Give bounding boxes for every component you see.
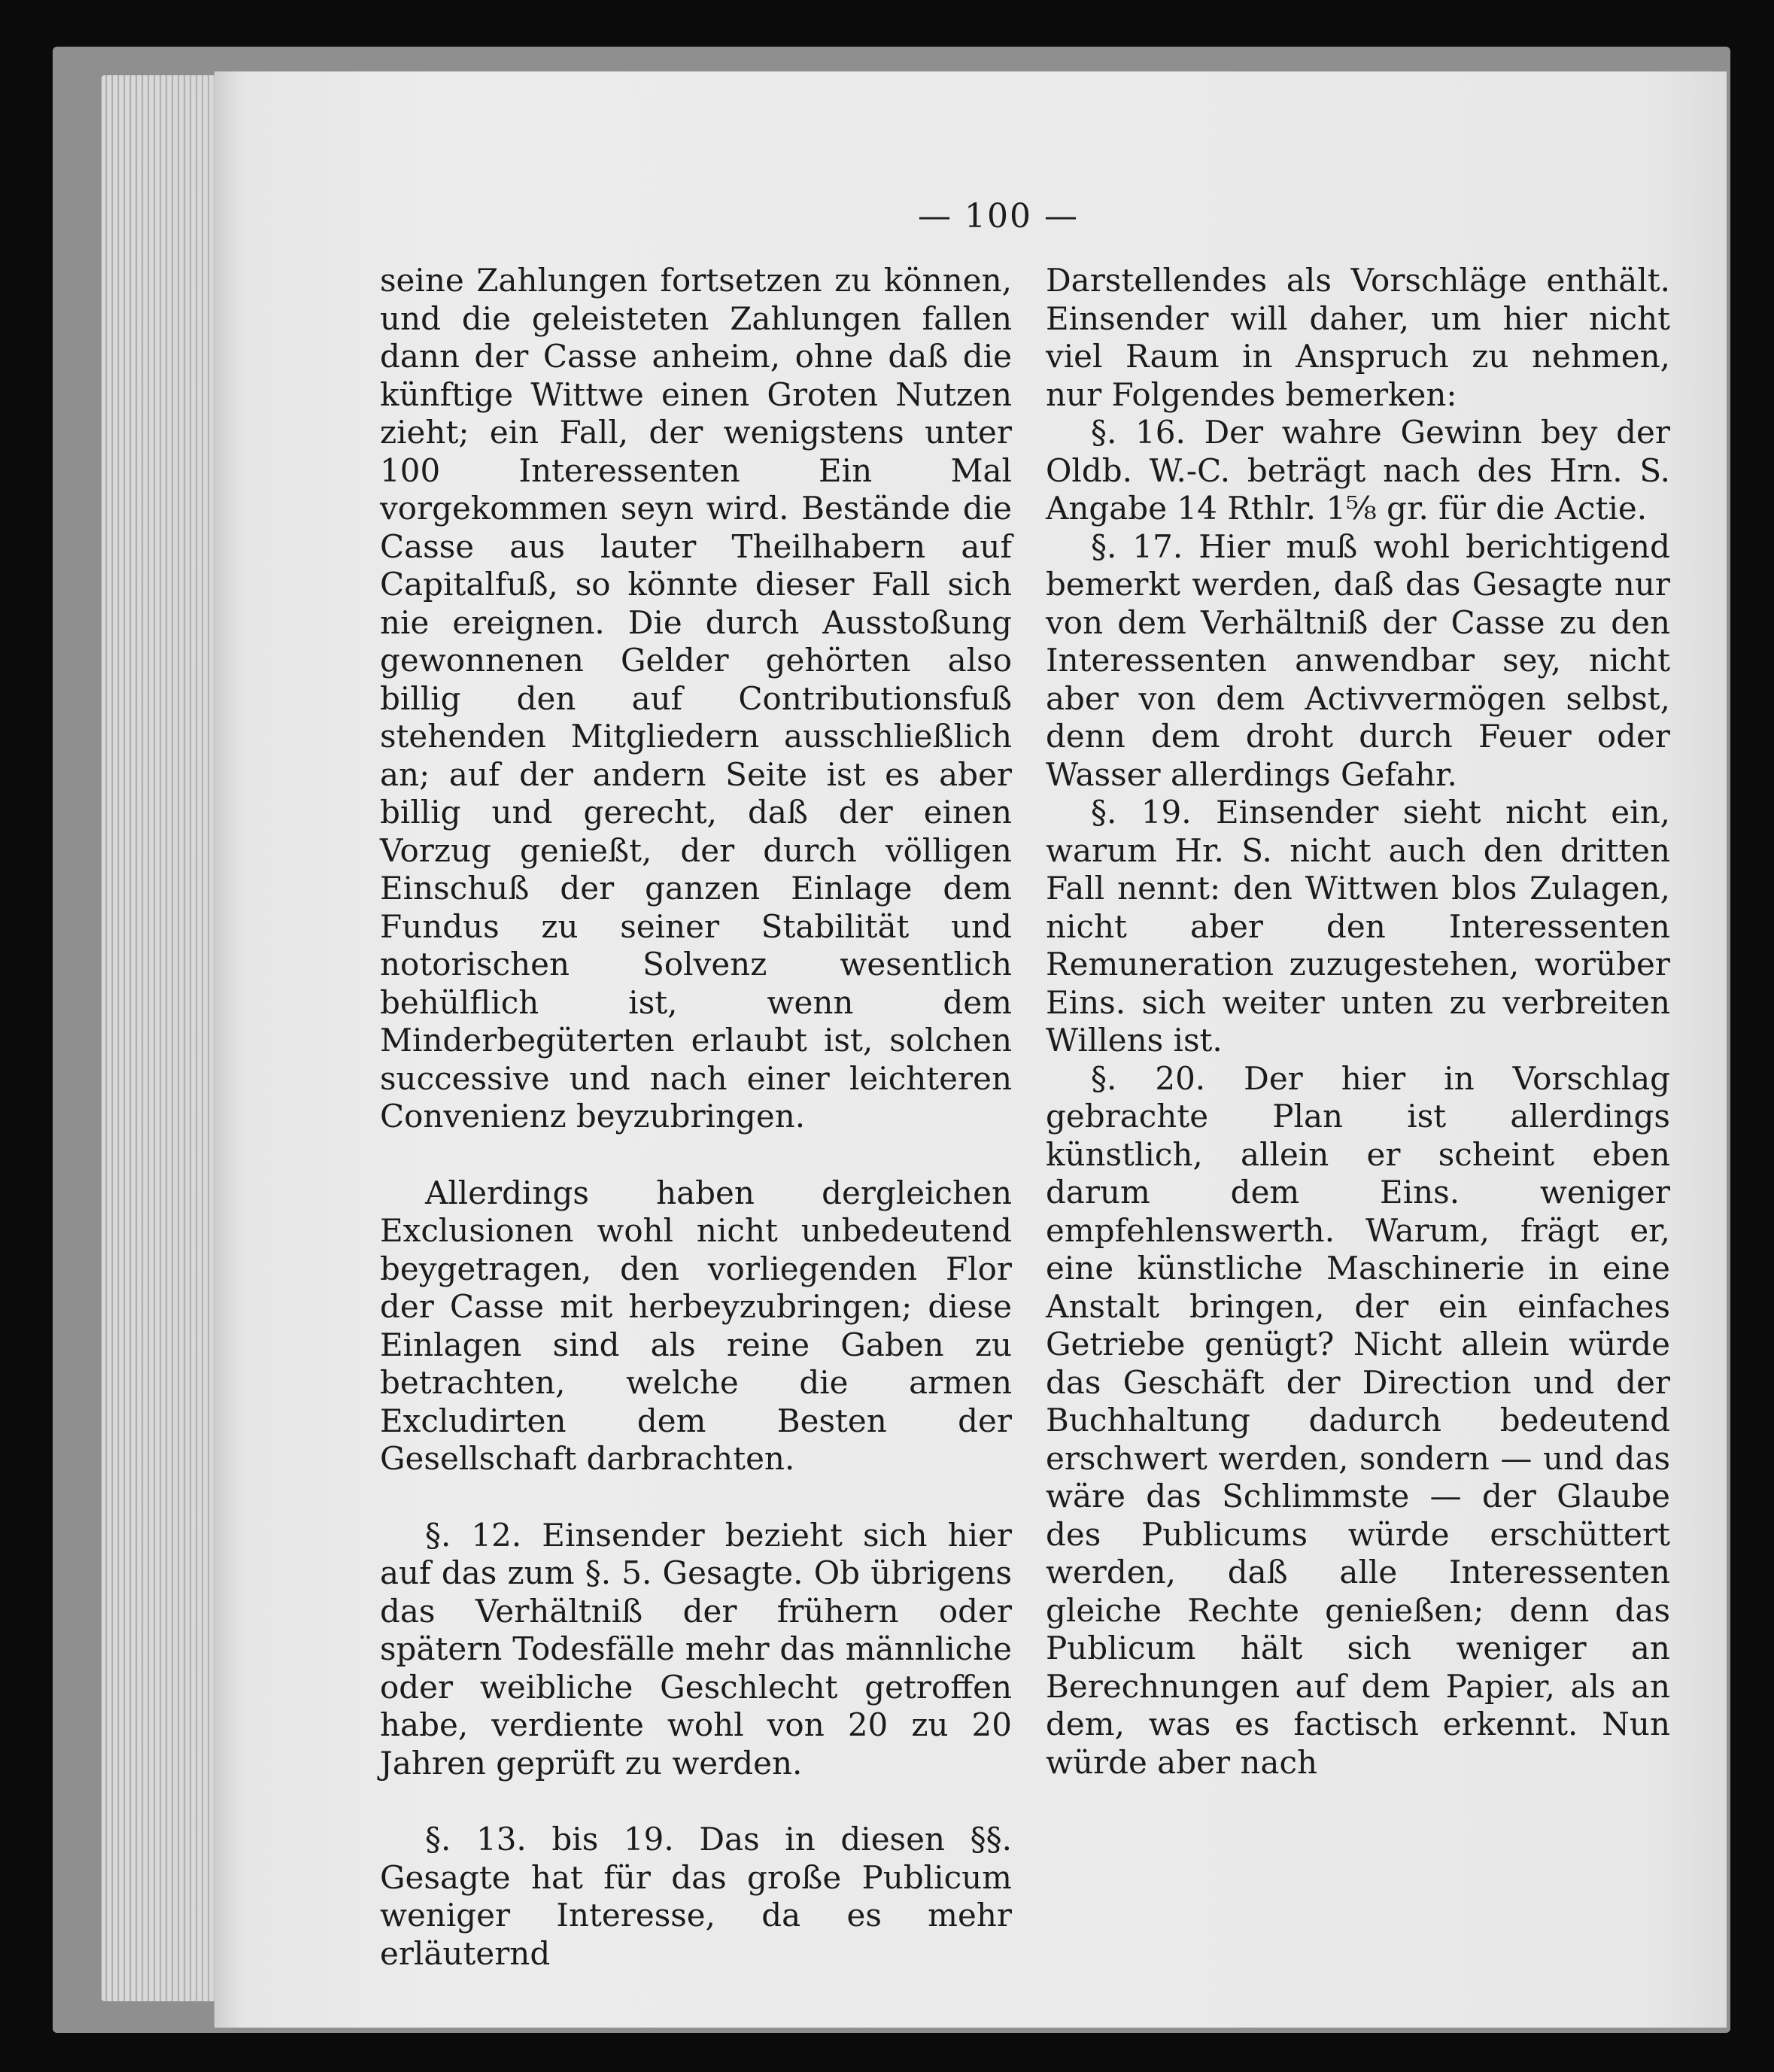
paragraph: seine Zahlungen fortsetzen zu können, und die geleisteten Zahlungen fallen dann der Casse anheim, ohne daß die künftige Wittwe einen Groten Nutzen zieht; ein Fall, der wenigstens unter 100 Interessenten Ein Mal vorgekommen seyn wird. Beständе die Casse aus lauter Theilhabern auf Capitalfuß, so könnte dieser Fall sich nie ereignen. Die durch Ausstoßung gewonnenen Gelder gehörten also billig den auf Contributionsfuß stehenden Mitgliedern ausschließlich an; auf der andern Seite ist es aber billig und gerecht, daß der einen Vorzug genießt, der durch völligen Einschuß der ganzen Einlage dem Fundus zu seiner Stabilität und notorischen Solvenz wesentlich behülflich ist, wenn dem Minderbegüterten erlaubt ist, solchen successive und nach einer leichteren Convenienz beyzubringen.	[380, 262, 1012, 1135]
paragraph: §. 12. Einsender bezieht sich hier auf das zum §. 5. Gesagte. Ob übrigens das Verhältniß der frühern oder spätern Todesfälle mehr das männliche oder weibliche Geschlecht getroffen habe, verdiente wohl von 20 zu 20 Jahren geprüft zu werden.	[380, 1516, 1012, 1782]
paragraph: §. 13. bis 19. Das in diesen §§. Gesagte hat für das große Publicum weniger Interesse, da es mehr erläuternd	[380, 1821, 1012, 1972]
right-column	[1046, 262, 1670, 1782]
paragraph: Allerdings haben dergleichen Exclusionen wohl nicht unbedeutend beygetragen, den vorliegenden Flor der Casse mit herbeyzubringen; diese Einlagen sind als reine Gaben zu betrachten, welche die armen Excludirten dem Besten der Gesellschaft darbrachten.	[380, 1174, 1012, 1477]
paragraph: §. 17. Hier muß wohl berichtigend bemerkt werden, daß das Gesagte nur von dem Verhältniß der Casse zu den Interessenten anwendbar sey, nicht aber von dem Activvermögen selbst, denn dem droht durch Feuer oder Wasser allerdings Gefahr.	[1046, 527, 1670, 793]
paragraph: Darstellendes als Vorschläge enthält. Einsender will daher, um hier nicht viel Raum in Anspruch zu nehmen, nur Folgendes bemerken:	[1046, 262, 1670, 413]
paragraph: §. 16. Der wahre Gewinn bey der Oldb. W.-C. beträgt nach des Hrn. S. Angabe 14 Rthlr. 1⅝ gr. für die Actie.	[1046, 414, 1670, 527]
page-edges	[102, 75, 222, 2001]
paragraph: §. 20. Der hier in Vorschlag gebrachte Plan ist allerdings künstlich, allein er scheint eben darum dem Eins. weniger empfehlenswerth. Warum, frägt er, eine künstliche Maschinerie in eine Anstalt bringen, der ein einfaches Getriebe genügt? Nicht allein würde das Geschäft der Direction und der Buchhaltung dadurch bedeutend erschwert werden, sondern — und das wäre das Schlimmste — der Glaube des Publicums würde erschüttert werden, daß alle Interessenten gleiche Rechte genießen; denn das Publicum hält sich weniger an Berechnungen auf dem Papier, als an dem, was es factisch erkennt. Nun würde aber nach	[1046, 1059, 1670, 1781]
paragraph: §. 19. Einsender sieht nicht ein, warum Hr. S. nicht auch den dritten Fall nennt: den Wittwen blos Zulagen, nicht aber den Interessenten Remuneration zuzugestehen, worüber Eins. sich weiter unten zu verbreiten Willens ist.	[1046, 794, 1670, 1059]
left-column	[380, 262, 1012, 1973]
page-number: — 100 —	[918, 197, 1079, 235]
